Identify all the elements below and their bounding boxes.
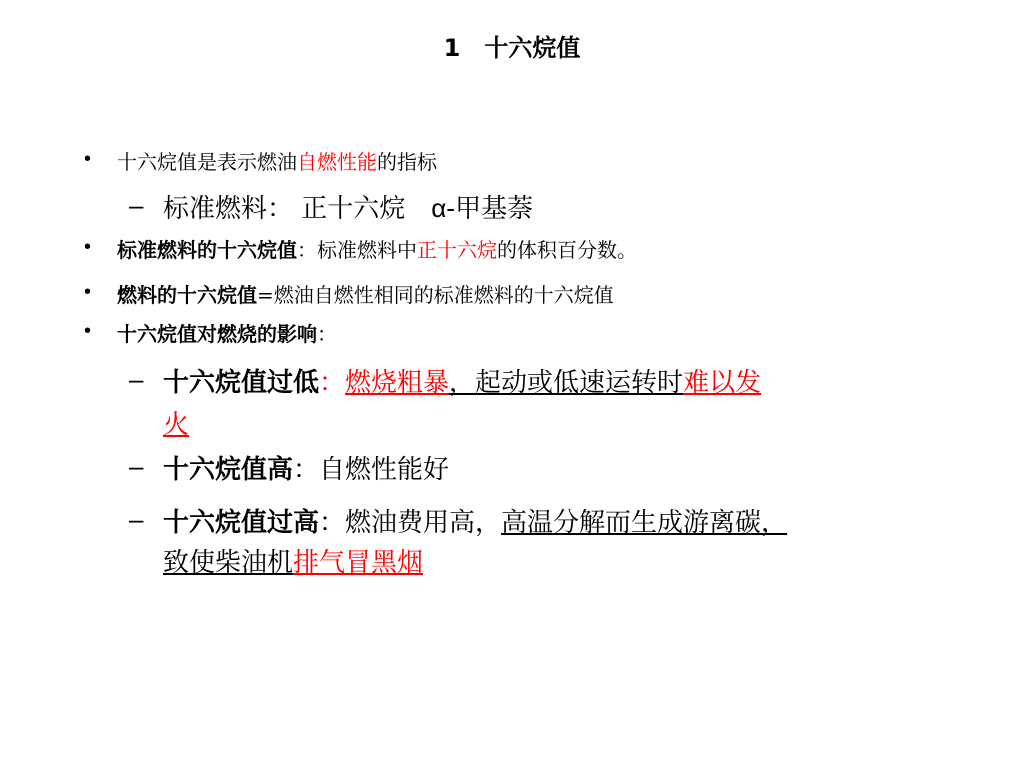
bullet-cetane-definition: [117, 146, 437, 175]
text-segment: ：标准燃料中: [297, 238, 417, 262]
bullet-icon: •: [84, 148, 92, 170]
term-bold: 标准燃料的十六烷值: [117, 238, 297, 262]
bullet-icon: •: [84, 236, 92, 258]
highlight-hexadecane: 正十六烷: [417, 238, 497, 262]
bullet-fuel-cetane: [117, 279, 614, 308]
bullet-icon: •: [84, 281, 92, 303]
text-segment: ：燃油费用高，: [319, 508, 502, 538]
highlight-rough-combustion: 燃烧粗暴: [345, 368, 450, 398]
dash-icon: –: [129, 504, 144, 534]
term-bold: 燃料的十六烷值: [117, 283, 257, 307]
bullet-standard-cetane: [117, 234, 637, 263]
term-bold: 十六烷值高: [163, 455, 294, 485]
text-segment: 的指标: [377, 150, 437, 174]
text-segment: 十六烷值是表示燃油: [117, 150, 297, 174]
text-segment: ，起动或低速运转时: [449, 368, 684, 398]
bullet-influence: [117, 318, 337, 347]
text-underlined: 致使柴油机: [163, 548, 294, 578]
term-bold: 十六烷值对燃烧的影响: [117, 322, 317, 346]
sub-too-high-continued: [163, 542, 423, 579]
text-segment: ：: [317, 322, 337, 346]
dash-icon: –: [129, 364, 144, 394]
text-segment: 的体积百分数。: [497, 238, 637, 262]
colon-red: ：: [319, 368, 346, 398]
sub-too-low-continued: [163, 404, 189, 441]
dash-icon: –: [129, 451, 144, 481]
dash-icon: –: [129, 190, 144, 220]
sub-standard-fuels: [163, 188, 533, 225]
highlight-hard-ignition: 难以发: [683, 368, 762, 398]
highlight-hard-ignition-cont: 火: [163, 410, 190, 440]
highlight-black-smoke: 排气冒黑烟: [293, 548, 424, 578]
term-bold: 十六烷值过低: [163, 368, 320, 398]
text-segment: =燃油自燃性相同的标准燃料的十六烷值: [257, 283, 614, 307]
bullet-icon: •: [84, 320, 92, 342]
text-underlined: 高温分解而生成游离碳，: [501, 508, 788, 538]
sub-too-low: [163, 362, 761, 399]
text-segment: -甲基萘: [446, 194, 534, 224]
slide-title: 1 十六烷值: [443, 34, 581, 62]
term-bold: 十六烷值过高: [163, 508, 320, 538]
text-segment: 标准燃料： 正十六烷: [163, 194, 432, 224]
highlight-autoignition: 自燃性能: [297, 150, 377, 174]
text-segment: ：自燃性能好: [293, 455, 450, 485]
alpha-symbol: α: [431, 193, 447, 223]
sub-too-high: [163, 502, 787, 539]
sub-high: [163, 449, 449, 486]
